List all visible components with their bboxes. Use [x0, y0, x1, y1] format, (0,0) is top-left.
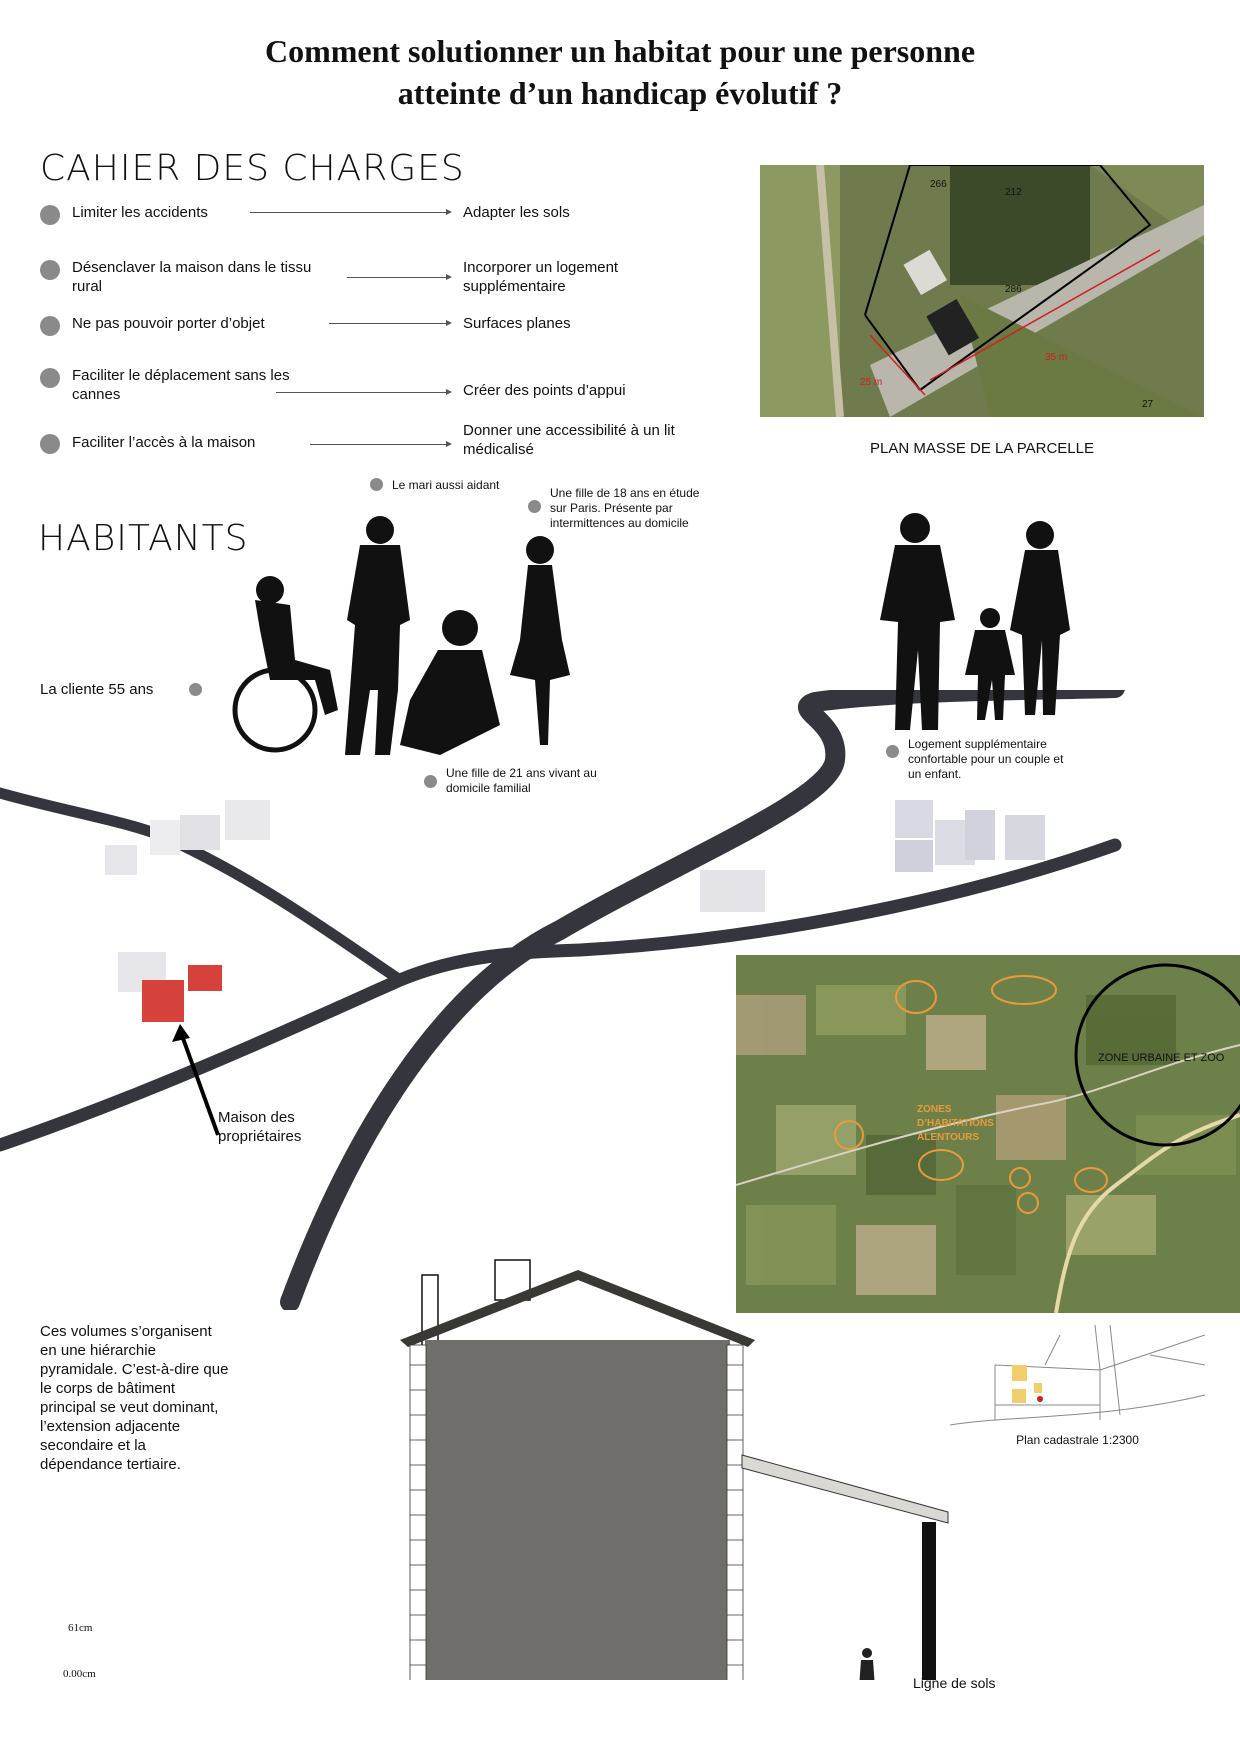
- arrow-icon: [276, 392, 450, 393]
- requirement-row: [40, 258, 740, 308]
- habitants-heading: HABITANTS: [38, 518, 249, 559]
- callout-dot: [189, 683, 202, 696]
- building-cluster: [105, 800, 1045, 912]
- requirement-problem: Ne pas pouvoir porter d’objet: [72, 315, 265, 332]
- bullet-dot: [40, 434, 60, 454]
- maison-proprietaires: [118, 952, 222, 1022]
- cliente-label: La cliente 55 ans: [40, 681, 154, 698]
- requirement-row: [40, 422, 740, 477]
- requirement-row: [40, 366, 740, 416]
- arrow-icon: [329, 323, 450, 324]
- parcel-label: 286: [1005, 284, 1022, 295]
- arrow-icon: [310, 444, 450, 445]
- bullet-dot: [40, 316, 60, 336]
- family-silhouettes: [210, 510, 590, 770]
- page-title: [0, 30, 1240, 114]
- dimension-label: 35 m: [1045, 352, 1068, 363]
- bullet-dot: [40, 368, 60, 388]
- title-line-1: Comment solutionner un habitat pour une personne: [264, 33, 976, 69]
- requirement-solution: Donner une accessibilité à un lit médicalisé: [463, 422, 675, 458]
- logement-label: Logement supplémentaire confortable pour un couple et un enfant.: [908, 737, 1064, 781]
- bullet-dot: [40, 260, 60, 280]
- callout-dot: [528, 500, 541, 513]
- requirement-problem: Limiter les accidents: [72, 204, 208, 221]
- callout-dot: [370, 478, 383, 491]
- callout-dot: [886, 745, 899, 758]
- urban-zone-label: ZONE URBAINE ET ZOO: [1098, 1052, 1225, 1064]
- section-description: Ces volumes s’organisent en une hiérarchie pyramidale. C’est-à-dire que le corps de bâtiment principal se veut dominant, l’extension adjacente secondaire et la dépendance tertiaire.: [40, 1323, 229, 1473]
- level-bottom-label: 0.00cm: [63, 1668, 96, 1680]
- requirement-problem: Faciliter l’accès à la maison: [72, 434, 256, 451]
- housing-zones-label: ZONES D’HABITATIONS ALENTOURS: [917, 1104, 994, 1143]
- maison-label: Maison des propriétaires: [218, 1109, 302, 1145]
- bullet-dot: [40, 205, 60, 225]
- parcel-label: 212: [1005, 187, 1022, 198]
- building-section-drawing: [0, 1240, 1240, 1680]
- mari-label: Le mari aussi aidant: [392, 478, 500, 492]
- fille18-label: Une fille de 18 ans en étude sur Paris. Présente par intermittences au domicile: [550, 486, 700, 530]
- dimension-label: 25 m: [860, 377, 883, 388]
- level-top-label: 61cm: [68, 1622, 93, 1634]
- parcel-label: 27: [1142, 399, 1154, 410]
- requirement-solution: Incorporer un logement supplémentaire: [463, 259, 619, 295]
- plan-masse-image: [760, 165, 1204, 417]
- requirement-row: [40, 314, 740, 364]
- requirement-solution: Adapter les sols: [463, 204, 570, 221]
- ground-line-label: Ligne de sols: [913, 1675, 996, 1691]
- plan-masse-caption: PLAN MASSE DE LA PARCELLE: [870, 440, 1094, 457]
- callout-dot: [424, 775, 437, 788]
- callout-cliente: [40, 680, 225, 699]
- requirement-solution: Surfaces planes: [463, 315, 571, 332]
- parcel-label: 266: [930, 179, 947, 190]
- requirement-problem: Faciliter le déplacement sans les cannes: [72, 367, 290, 403]
- requirement-solution: Créer des points d’appui: [463, 382, 626, 399]
- arrow-icon: [250, 212, 450, 213]
- cadastre-caption: Plan cadastrale 1:2300: [1016, 1433, 1139, 1447]
- requirement-row: [40, 203, 740, 253]
- cahier-heading: CAHIER DES CHARGES: [40, 148, 465, 189]
- guest-family-silhouettes: [860, 510, 1090, 735]
- arrow-icon: [347, 277, 450, 278]
- requirement-problem: Désenclaver la maison dans le tissu rural: [72, 259, 312, 295]
- fille21-label: Une fille de 21 ans vivant au domicile familial: [446, 766, 597, 795]
- title-line-2: atteinte d’un handicap évolutif ?: [397, 75, 843, 111]
